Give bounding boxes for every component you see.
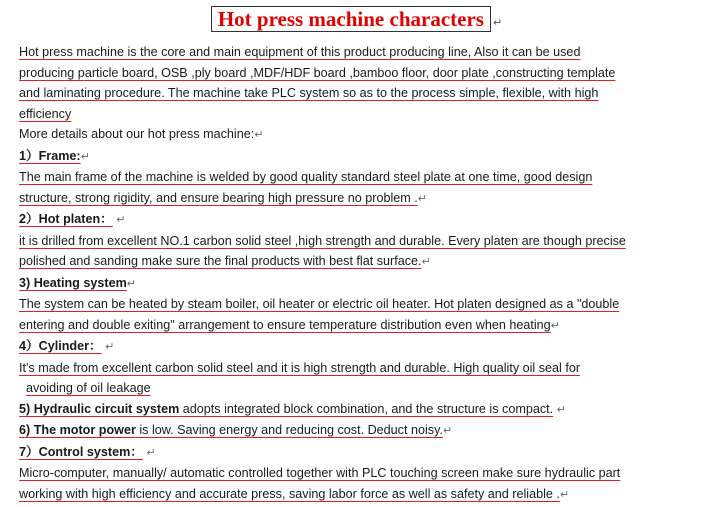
paragraph-mark-icon: ↵: [417, 192, 427, 205]
document-body: [19, 42, 709, 505]
paragraph-mark-icon: ↵: [126, 277, 137, 290]
paragraph-mark-icon: ↵: [556, 403, 566, 416]
document-title: Hot press machine characters: [211, 6, 491, 32]
section-7-line-2-wrap: [19, 484, 709, 506]
intro-line-4: efficiency: [19, 106, 72, 121]
intro-line-3: and laminating procedure. The machine take PLC system so as to the process simple, flexible, with high: [19, 86, 599, 100]
section-3-heading: 3) Heating system: [19, 275, 127, 290]
section-2-heading: 2）Hot platen：: [19, 212, 113, 226]
section-1-line-2-wrap: [19, 188, 709, 210]
section-1-heading: 1）Frame:: [19, 148, 81, 163]
paragraph-mark-icon: ↵: [116, 214, 126, 226]
intro-line-1: Hot press machine is the core and main equipment of this product producing line, Also it can be used: [19, 45, 581, 59]
section-7-line-2: working with high efficiency and accurate press, saving labor force as well as safety and reliable .: [19, 486, 560, 501]
section-3-line-1: The system can be heated by steam boiler, oil heater or electric oil heater. Hot platen designed as a "double: [19, 297, 620, 311]
intro-line-2: producing particle board, OSB ,ply board ,MDF/HDF board ,bamboo floor, door plate ,constructing template: [19, 65, 616, 80]
title-wrap: [0, 6, 713, 32]
more-details-text: More details about our hot press machine:: [19, 127, 255, 141]
section-2-line-2: polished and sanding make sure the final products with best flat surface.: [19, 254, 422, 268]
section-1-heading-line: [19, 146, 709, 168]
section-2-line-1: it is drilled from excellent NO.1 carbon solid steel ,high strength and durable. Every platen are though precise: [19, 233, 626, 248]
section-3-line-2-wrap: [19, 315, 709, 337]
section-1-line-2: structure, strong rigidity, and ensure bearing high pressure no problem .: [19, 190, 418, 205]
section-5-line: [19, 399, 709, 421]
paragraph-mark-icon: ↵: [492, 17, 503, 29]
section-5-heading: 5) Hydraulic circuit system: [19, 401, 180, 416]
section-7-heading: 7）Control system：: [19, 444, 143, 459]
section-5-text: adopts integrated block combination, and the structure is compact.: [179, 401, 554, 416]
section-7-heading-line: [19, 442, 709, 464]
section-6-text: is low. Saving energy and reducing cost. Deduct noisy.: [135, 423, 443, 437]
paragraph-mark-icon: ↵: [421, 256, 431, 268]
section-6-heading: 6) The motor power: [19, 423, 136, 437]
section-4-heading-line: [19, 336, 709, 358]
paragraph-mark-icon: ↵: [80, 150, 90, 163]
paragraph-mark-icon: ↵: [146, 446, 156, 459]
section-4-heading: 4）Cylinder：: [19, 339, 102, 353]
section-3-line-2: entering and double exiting" arrangement to ensure temperature distribution even when heating: [19, 317, 551, 332]
paragraph-mark-icon: ↵: [254, 129, 264, 141]
more-details-line: [19, 124, 709, 146]
paragraph-mark-icon: ↵: [550, 319, 560, 332]
section-6-line: [19, 420, 709, 442]
section-4-line-1: It's made from excellent carbon solid steel and it is high strength and durable. High quality oil seal for: [19, 360, 581, 375]
section-4-line-2: avoiding of oil leakage: [26, 381, 151, 395]
paragraph-mark-icon: ↵: [105, 341, 115, 353]
paragraph-mark-icon: ↵: [559, 488, 570, 501]
section-4-line-2-wrap: [19, 378, 709, 399]
section-2-line-2-wrap: [19, 251, 709, 273]
section-3-heading-line: [19, 273, 709, 295]
section-1-line-1: The main frame of the machine is welded by good quality standard steel plate at one time, good design: [19, 170, 593, 184]
section-2-heading-line: [19, 209, 709, 231]
section-7-line-1: Micro-computer, manually/ automatic controlled together with PLC touching screen make sure hydraulic part: [19, 466, 621, 480]
paragraph-mark-icon: ↵: [442, 425, 453, 437]
